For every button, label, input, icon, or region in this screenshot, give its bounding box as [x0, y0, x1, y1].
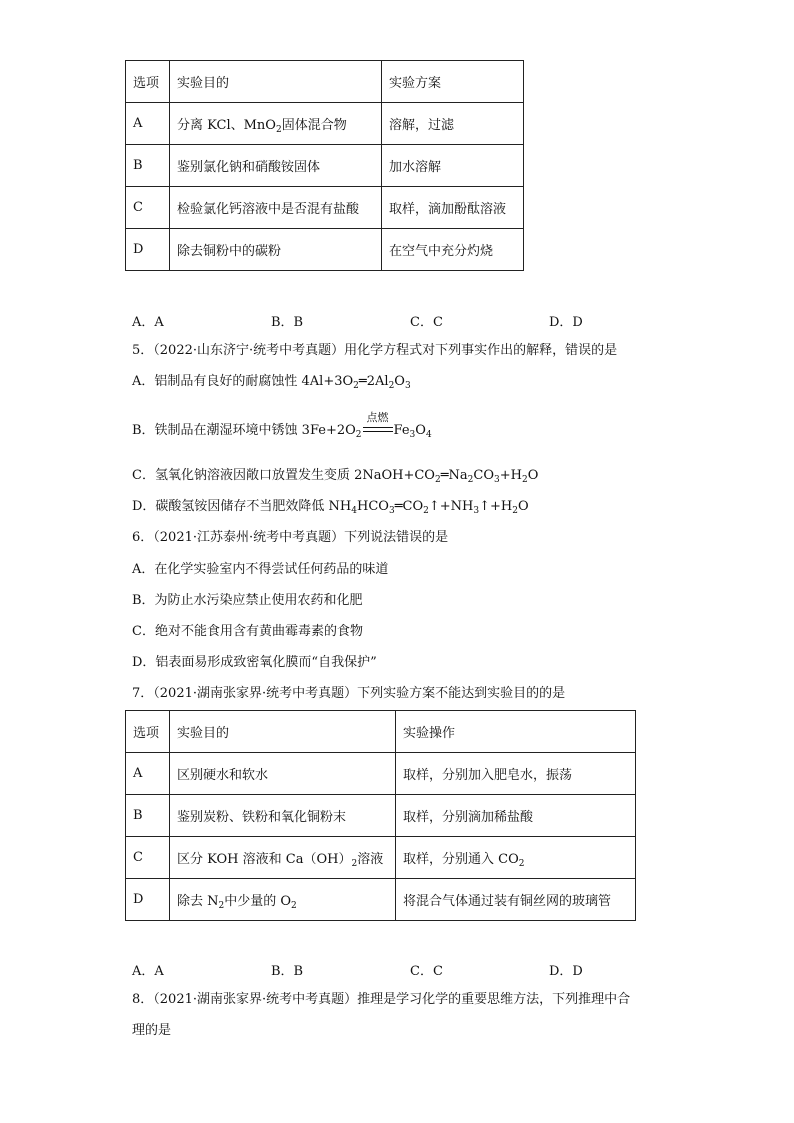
- table-row: [126, 837, 636, 879]
- row-purpose: 检验氯化钙溶液中是否混有盐酸: [170, 187, 382, 229]
- header-purpose: 实验目的: [170, 61, 382, 103]
- option-d: D．D: [549, 964, 583, 979]
- option-a: A．A: [132, 315, 164, 330]
- row-operation: 取样，分别加入肥皂水，振荡: [396, 753, 636, 795]
- question-5-option-c: C．氢氧化钠溶液因敞口放置发生变质 $2NaOH+CO_2═Na_2CO_3+H_2O$: [132, 468, 539, 485]
- question-5-option-d: D．碳酸氢铵因储存不当肥效降低 $NH_4HCO_3═CO_2↑+NH_3↑+H_2O$: [132, 499, 529, 516]
- header-purpose: 实验目的: [170, 711, 396, 753]
- question-6-stem: 6．（2021·江苏泰州·统考中考真题）下列说法错误的是: [132, 530, 449, 545]
- row-purpose: 鉴别炭粉、铁粉和氧化铜粉末: [170, 795, 396, 837]
- table-row: [126, 187, 524, 229]
- row-option: D: [126, 879, 170, 921]
- row-option: B: [126, 795, 170, 837]
- row-purpose: 分离 KCl、MnO$_2$固体混合物: [170, 103, 382, 145]
- row-option: A: [126, 753, 170, 795]
- header-operation: 实验操作: [396, 711, 636, 753]
- option-b: B．B: [271, 315, 304, 330]
- row-purpose: 区分 KOH 溶液和 $Ca(OH)_2$溶液: [170, 837, 396, 879]
- row-plan: 取样，滴加酚酞溶液: [382, 187, 524, 229]
- answer-options-q7: [132, 960, 692, 978]
- row-purpose: 除去 $N_2$中少量的 $O_2$: [170, 879, 396, 921]
- table-row: [126, 795, 636, 837]
- table-row: [126, 103, 524, 145]
- row-option: D: [126, 229, 170, 271]
- reaction-condition: 点燃: [363, 420, 393, 434]
- row-option: B: [126, 145, 170, 187]
- row-purpose: 鉴别氯化钠和硝酸铵固体: [170, 145, 382, 187]
- row-plan: 在空气中充分灼烧: [382, 229, 524, 271]
- question-5-stem: 5．（2022·山东济宁·统考中考真题）用化学方程式对下列事实作出的解释，错误的是: [132, 343, 618, 358]
- experiment-table-2: [125, 710, 636, 921]
- row-operation: 取样，分别通入 $CO_2$: [396, 837, 636, 879]
- option-b: B．B: [271, 964, 304, 979]
- header-plan: 实验方案: [382, 61, 524, 103]
- row-plan: 溶解，过滤: [382, 103, 524, 145]
- question-6-option-d: D．铝表面易形成致密氧化膜而“自我保护”: [132, 655, 377, 670]
- question-7-stem: 7．（2021·湖南张家界·统考中考真题）下列实验方案不能达到实验目的的是: [132, 686, 566, 701]
- option-a: A．A: [132, 964, 164, 979]
- table-row: [126, 879, 636, 921]
- row-operation: 取样，分别滴加稀盐酸: [396, 795, 636, 837]
- option-c: C．C: [410, 315, 443, 330]
- table-header-row: [126, 61, 524, 103]
- table-row: [126, 229, 524, 271]
- question-5-option-b: B．铁制品在潮湿环境中锈蚀 $3Fe+2O_2$ 点燃 $Fe_3O_4$: [132, 411, 432, 440]
- row-purpose: 区别硬水和软水: [170, 753, 396, 795]
- table-row: [126, 753, 636, 795]
- table-row: [126, 145, 524, 187]
- row-option: A: [126, 103, 170, 145]
- question-6-option-c: C．绝对不能食用含有黄曲霉毒素的食物: [132, 624, 363, 639]
- experiment-table-1: [125, 60, 524, 271]
- row-option: C: [126, 837, 170, 879]
- header-option: 选项: [126, 61, 170, 103]
- row-operation: 将混合气体通过装有铜丝网的玻璃管: [396, 879, 636, 921]
- table-header-row: [126, 711, 636, 753]
- question-5-option-a: A．铝制品有良好的耐腐蚀性 $4Al+3O_2═2Al_2O_3$: [132, 374, 411, 391]
- question-8-stem-line2: 理的是: [132, 1023, 172, 1038]
- header-option: 选项: [126, 711, 170, 753]
- row-plan: 加水溶解: [382, 145, 524, 187]
- option-c: C．C: [410, 964, 443, 979]
- answer-options-q4: [132, 311, 692, 329]
- question-6-option-a: A．在化学实验室内不得尝试任何药品的味道: [132, 562, 389, 577]
- question-6-option-b: B．为防止水污染应禁止使用农药和化肥: [132, 593, 363, 608]
- row-option: C: [126, 187, 170, 229]
- row-purpose: 除去铜粉中的碳粉: [170, 229, 382, 271]
- option-d: D．D: [549, 315, 583, 330]
- question-8-stem-line1: 8．（2021·湖南张家界·统考中考真题）推理是学习化学的重要思维方法，下列推理中合: [132, 992, 631, 1007]
